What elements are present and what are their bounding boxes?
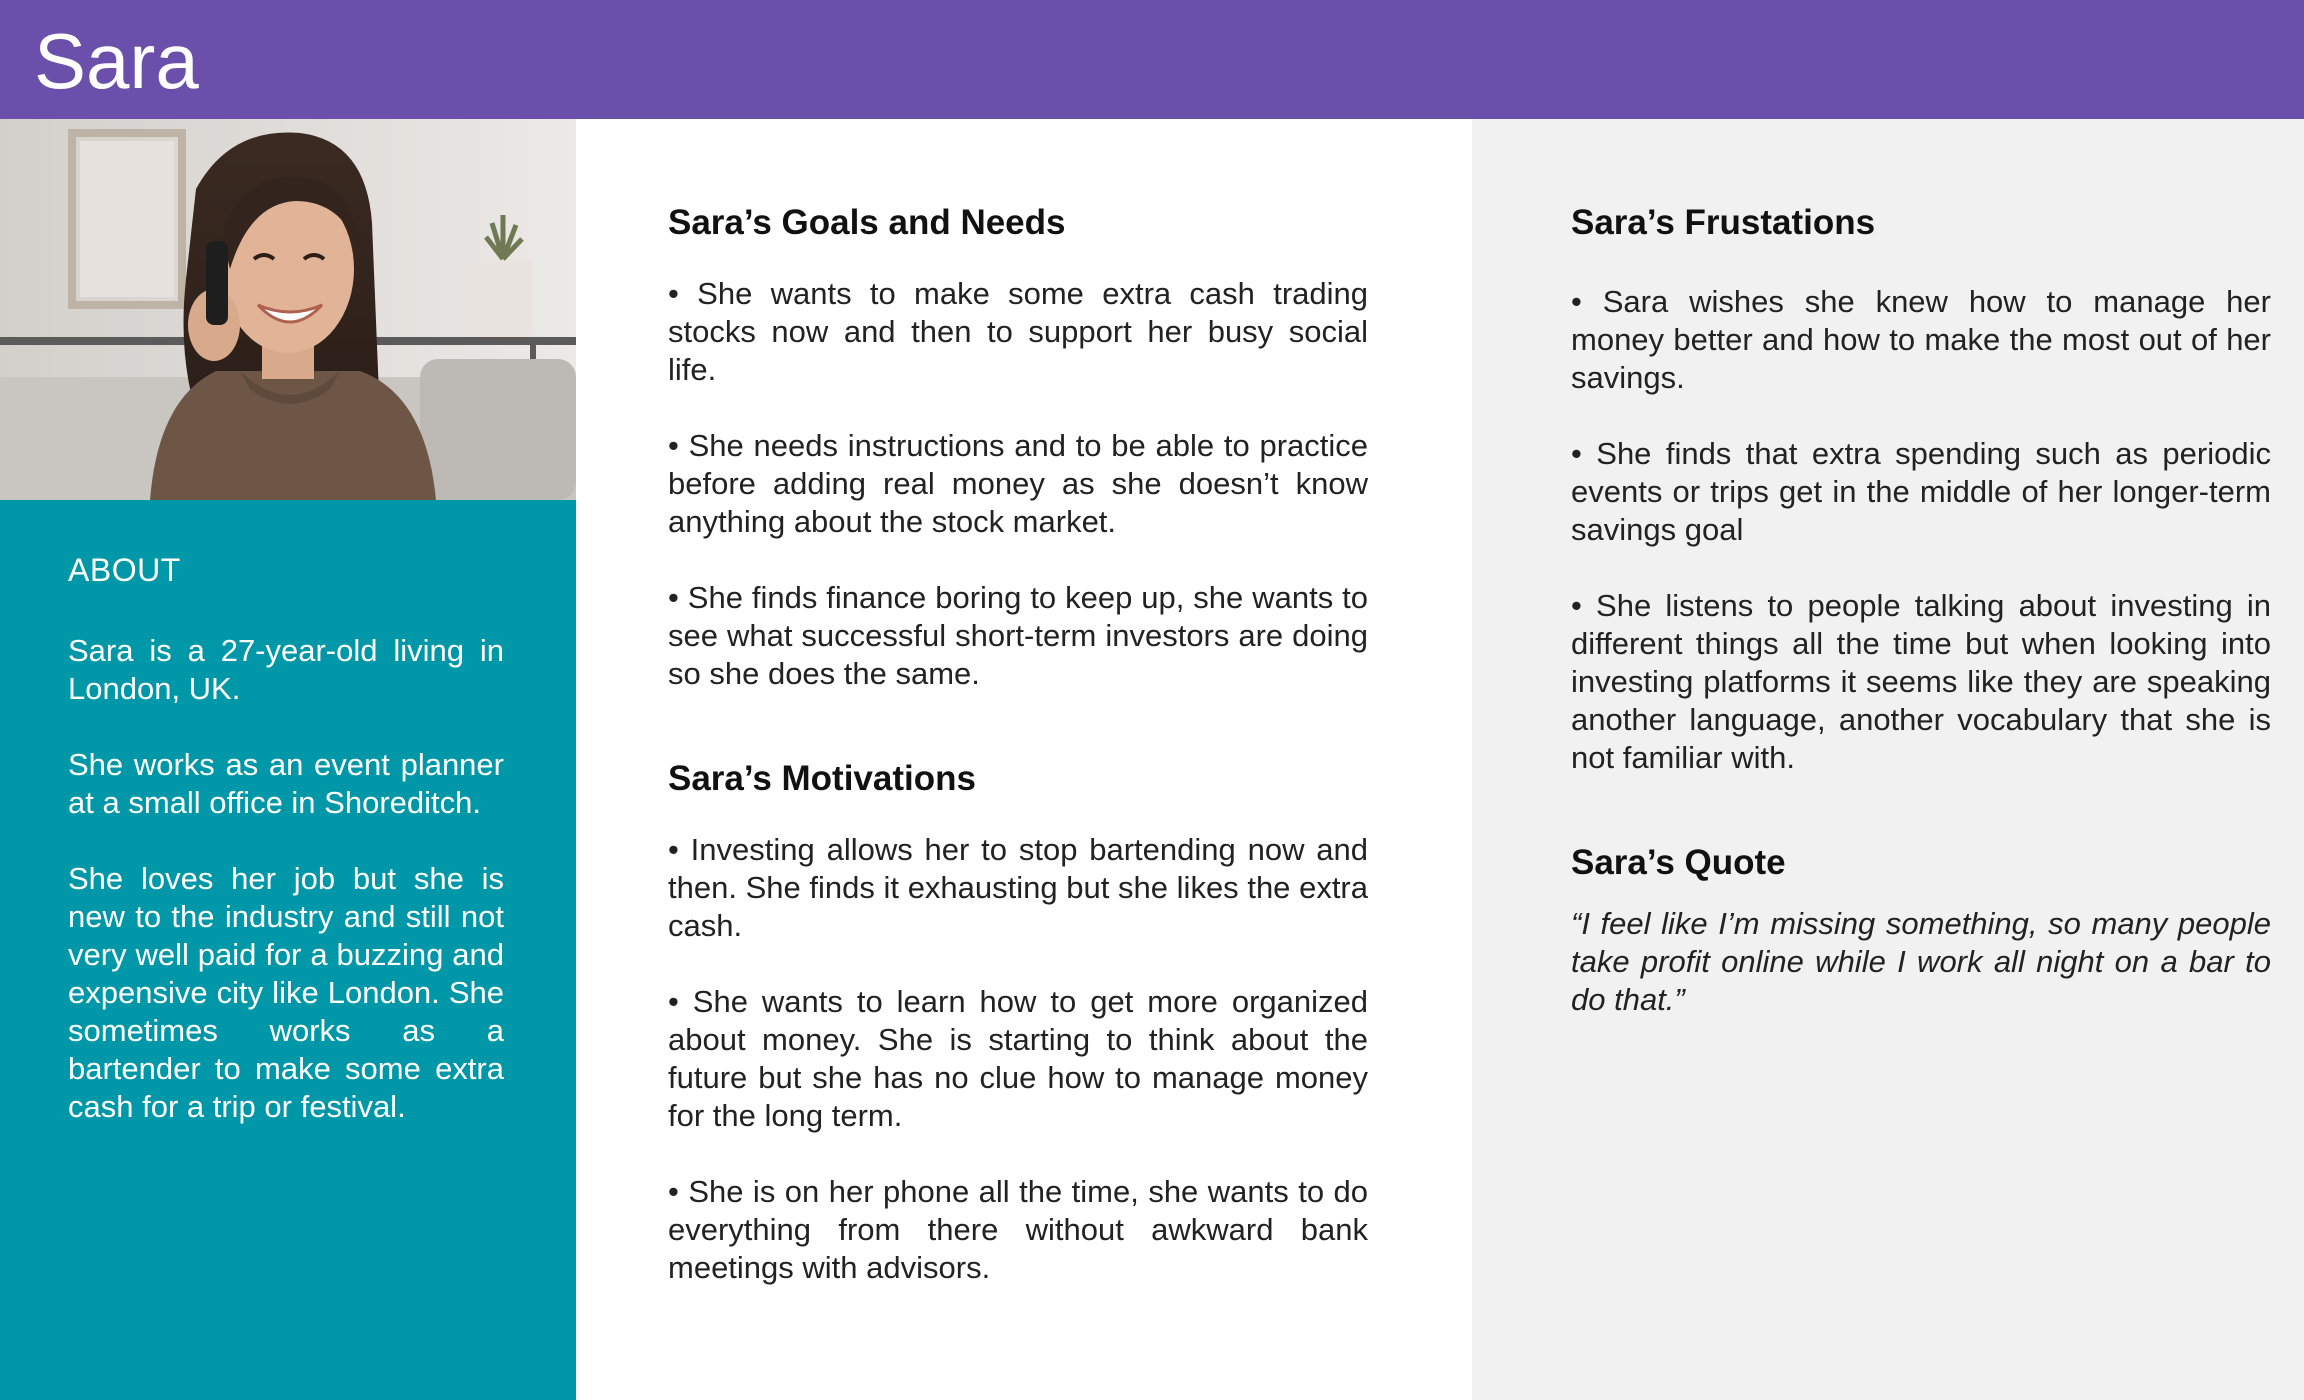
- frustrations-item: • Sara wishes she knew how to manage her money better and how to make the most out of her savings.: [1571, 284, 2271, 395]
- motivations-item: • Investing allows her to stop bartending now and then. She finds it exhausting but she likes the extra cash.: [668, 832, 1368, 943]
- right-column: [1472, 119, 2304, 1400]
- quote-text: “I feel like I’m missing something, so many people take profit online while I work all night on a bar to do that.”: [1571, 906, 2271, 1017]
- middle-column: [576, 119, 1472, 1400]
- about-paragraph: She works as an event planner at a small office in Shoreditch.: [68, 747, 504, 820]
- frustrations-title: Sara’s Frustations: [1571, 203, 1876, 242]
- motivations-title: Sara’s Motivations: [668, 759, 976, 798]
- about-paragraph: Sara is a 27-year-old living in London, UK.: [68, 633, 504, 706]
- goals-item: • She wants to make some extra cash trading stocks now and then to support her busy social life.: [668, 276, 1368, 387]
- about-paragraph: She loves her job but she is new to the industry and still not very well paid for a buzzing and expensive city like London. She sometimes works as a bartender to make some extra cash for a trip or festival.: [68, 861, 504, 1124]
- frustrations-item: • She listens to people talking about investing in different things all the time but when looking into investing platforms it seems like they are speaking another language, another vocabulary that she is not familiar with.: [1571, 588, 2271, 775]
- frustrations-quote-section: [1571, 201, 2271, 1019]
- page-header: [0, 0, 2304, 119]
- frustrations-list: [1571, 283, 2271, 777]
- about-body: [68, 632, 504, 1164]
- frustrations-item: • She finds that extra spending such as periodic events or trips get in the middle of her longer-term savings goal: [1571, 436, 2271, 547]
- goals-list: [668, 275, 1368, 693]
- persona-photo-illustration: [0, 119, 576, 500]
- motivations-list: [668, 831, 1368, 1287]
- left-column: [0, 119, 576, 1400]
- goals-item: • She needs instructions and to be able to practice before adding real money as she doesn’t know anything about the stock market.: [668, 428, 1368, 539]
- page-title: Sara: [34, 17, 199, 105]
- goals-motivations-section: [668, 201, 1368, 1287]
- goals-title: Sara’s Goals and Needs: [668, 203, 1066, 242]
- about-heading: ABOUT: [68, 552, 181, 588]
- about-panel: [0, 500, 576, 1400]
- quote-title: Sara’s Quote: [1571, 843, 1786, 882]
- motivations-item: • She is on her phone all the time, she wants to do everything from there without awkward bank meetings with advisors.: [668, 1174, 1368, 1285]
- motivations-item: • She wants to learn how to get more organized about money. She is starting to think about the future but she has no clue how to manage money for the long term.: [668, 984, 1368, 1133]
- goals-item: • She finds finance boring to keep up, she wants to see what successful short-term investors are doing so she does the same.: [668, 580, 1368, 691]
- persona-photo: [0, 119, 576, 500]
